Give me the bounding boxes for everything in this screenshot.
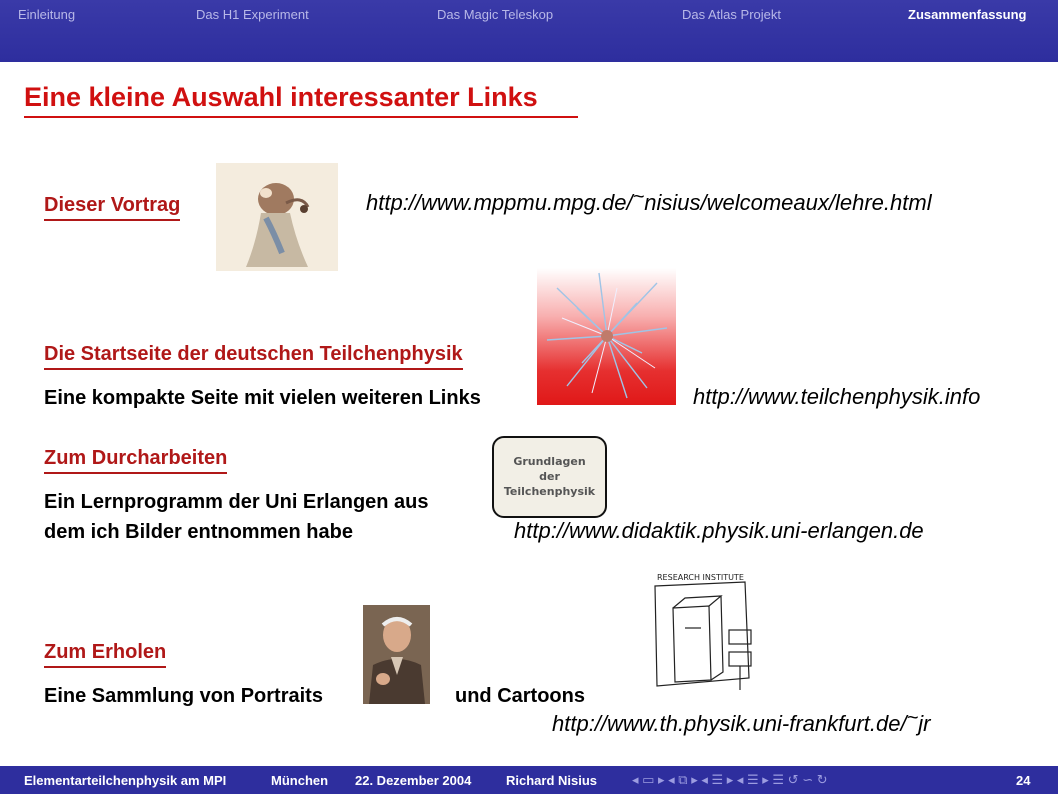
erholen-text-portraits: Eine Sammlung von Portraits bbox=[44, 685, 323, 707]
logo-line-1: Grundlagen bbox=[513, 455, 586, 468]
slide-title: Eine kleine Auswahl interessanter Links bbox=[24, 82, 538, 112]
logo-line-3: Teilchenphysik bbox=[503, 485, 596, 498]
nav-magic-teleskop[interactable]: Das Magic Teleskop bbox=[437, 7, 554, 22]
heading-teilchenphysik: Die Startseite der deutschen Teilchenphysik bbox=[44, 343, 463, 366]
portrait-photo bbox=[363, 605, 430, 704]
erholen-text-cartoons: und Cartoons bbox=[455, 685, 585, 707]
footer-city: München bbox=[271, 773, 329, 788]
beamer-navigation-icons[interactable]: ◂ ▭ ▸ ◂ ⧉ ▸ ◂ ☰ ▸ ◂ ☰ ▸ ☰ ↺ ∽ ↻ bbox=[632, 772, 828, 787]
header-navigation-bar bbox=[0, 0, 1058, 62]
footer-page-number: 24 bbox=[1016, 773, 1031, 788]
logo-line-2: der bbox=[539, 470, 560, 483]
footer-course: Elementarteilchenphysik am MPI bbox=[24, 773, 227, 788]
durcharbeiten-text-line1: Ein Lernprogramm der Uni Erlangen aus bbox=[44, 491, 429, 513]
caricature-image bbox=[216, 163, 338, 271]
svg-text:RESEARCH INSTITUTE: RESEARCH INSTITUTE bbox=[657, 573, 744, 582]
teilchenphysik-description: Eine kompakte Seite mit vielen weiteren Links bbox=[44, 387, 481, 409]
title-underline bbox=[24, 116, 578, 118]
heading-dieser-vortrag: Dieser Vortrag bbox=[44, 194, 180, 217]
footer-date: 22. Dezember 2004 bbox=[355, 773, 472, 788]
nav-einleitung[interactable]: Einleitung bbox=[18, 7, 76, 22]
footer-author: Richard Nisius bbox=[506, 773, 598, 788]
cartoon-image bbox=[645, 568, 757, 695]
heading-durcharbeiten: Zum Durcharbeiten bbox=[44, 447, 227, 470]
grundlagen-logo bbox=[492, 436, 607, 518]
link-frankfurt[interactable]: http://www.th.physik.uni-frankfurt.de/~jr bbox=[552, 707, 931, 736]
footer-bar bbox=[0, 766, 1058, 794]
particle-event-image bbox=[537, 268, 676, 405]
link-didaktik[interactable]: http://www.didaktik.physik.uni-erlangen.de bbox=[514, 518, 924, 543]
nav-zusammenfassung[interactable]: Zusammenfassung bbox=[908, 7, 1027, 22]
link-teilchenphysik[interactable]: http://www.teilchenphysik.info bbox=[693, 384, 981, 409]
nav-h1-experiment[interactable]: Das H1 Experiment bbox=[196, 7, 309, 22]
nav-atlas-projekt[interactable]: Das Atlas Projekt bbox=[682, 7, 781, 22]
link-vortrag[interactable]: http://www.mppmu.mpg.de/~nisius/welcomeaux/lehre.html bbox=[366, 186, 932, 215]
durcharbeiten-text-line2: dem ich Bilder entnommen habe bbox=[44, 521, 353, 543]
heading-erholen: Zum Erholen bbox=[44, 641, 166, 664]
